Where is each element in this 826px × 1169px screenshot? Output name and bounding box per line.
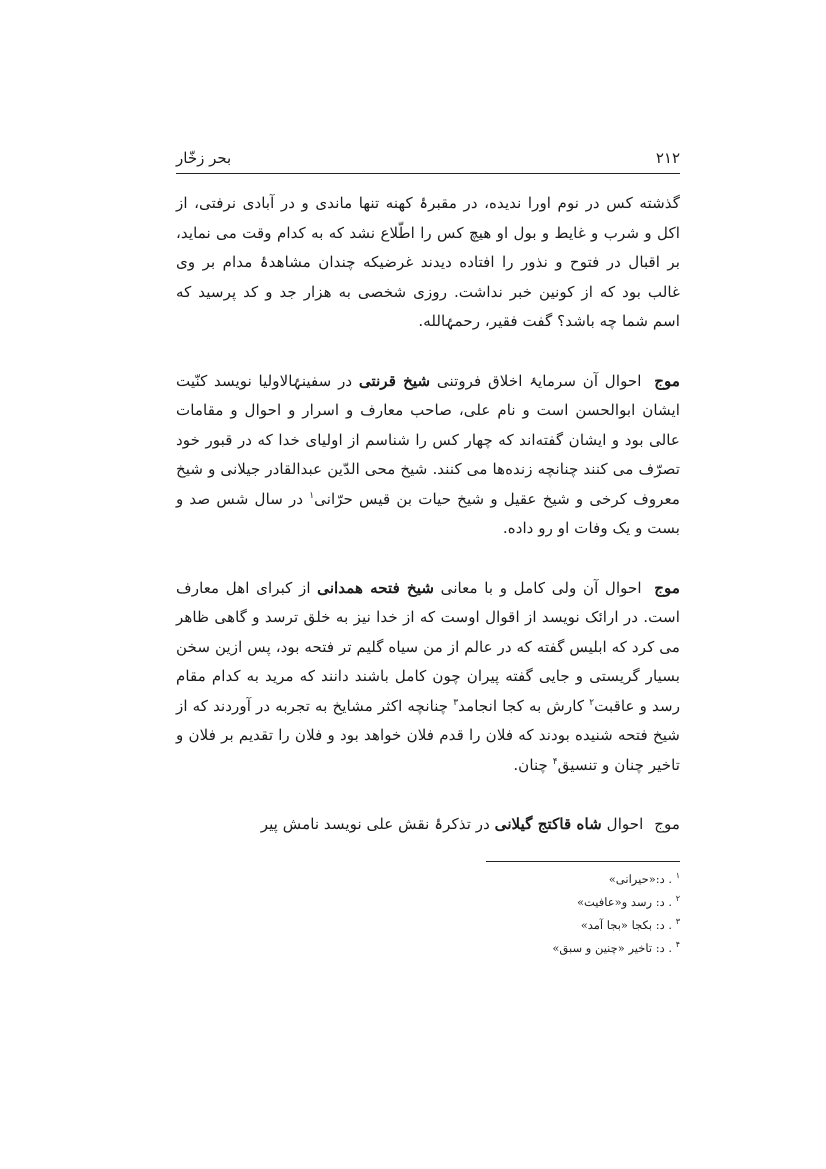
entry-lead-word: موج bbox=[654, 578, 681, 597]
footnote bbox=[486, 891, 680, 914]
paragraph-text: در سال شس صد و بست و یک وفات او رو داده. bbox=[176, 489, 680, 537]
book-title: بحر زخّار bbox=[176, 149, 232, 167]
person-name: شیخ فتحه همدانی bbox=[317, 578, 435, 597]
paragraph-sheikh-qarnati bbox=[176, 367, 680, 544]
paragraph-text: از کبرای اهل معارف است. در ارائک نویسد از اقوال اوست که از خدا نیز به خلق ترسد و گاهی ظاهر می کرد که ابلیس گفته که در عالم از من سیاه گلیم تر فتحه بود، پس ازین سخن بسیار گریستی و جایی گفته پیران چون کامل باشند دانند که مرید به کدام مقام رسد و عاقبت bbox=[176, 578, 681, 715]
entry-lead-word: موج bbox=[654, 371, 680, 390]
paragraph-text: گذشته کس در نوم اورا ندیده، در مقبرۂ کهنه تنها ماندی و در آبادی نرفتی، از اکل و شرب و غایط و بول او هیچ کس را اطّلاع نشد که به کدام وقت می نماید، بر اقبال در فتوح و نذور را افتاده دیدند غرضیکه چندان مشاهدۂ مدام بر وی غالب بود که از کونین خبر نداشت. روزی شخصی به هزار جد و کد پرسید که اسم شما چه باشد؟ گفت فقیر، رحمۂالله. bbox=[176, 194, 680, 330]
footnote-number: ۳ bbox=[675, 917, 680, 927]
paragraph-text: در سفینۂالاولیا نویسد کنّیت ایشان ابوالحسن است و نام علی، صاحب معارف و اسرار و احوال و مقامات عالی بود و ایشان گفته‌اند که چهار کس را شناسم از اولیای خدا که در قبور خود تصرّف می کنند چنانچه زنده‌ها می کنند. شیخ محی الدّین عبدالقادر جیلانی و شیخ معروف کرخی و شیخ عقیل و شیخ حیات بن قیس حرّانی bbox=[176, 371, 680, 508]
footnote-ref: ۴ bbox=[552, 756, 558, 767]
running-header bbox=[176, 147, 680, 174]
footnote bbox=[486, 937, 680, 960]
footnote-number: ۴ bbox=[675, 940, 680, 950]
paragraph-text: در تذکرۂ نقش علی نویسد نامش پیر bbox=[260, 815, 490, 833]
footnote-number: ۱ bbox=[675, 871, 680, 881]
footnote bbox=[486, 914, 680, 937]
footnote-text: . د:«حیرانی» bbox=[608, 872, 673, 886]
page-number: ۲۱۲ bbox=[655, 149, 680, 167]
paragraph-text: چنان. bbox=[513, 755, 548, 774]
paragraph-shah-gilani bbox=[176, 810, 680, 840]
footnote-ref: ۱ bbox=[309, 490, 315, 501]
footnote bbox=[486, 868, 680, 891]
footnote-ref: ۲ bbox=[589, 697, 595, 708]
paragraph-sheikh-fatha-hamadani bbox=[176, 574, 680, 781]
person-name: شیخ قرنتی bbox=[358, 371, 431, 390]
paragraph-text: احوال bbox=[606, 815, 644, 833]
footnote-text: . د: رسد و«عافیت» bbox=[576, 895, 673, 909]
footnotes bbox=[486, 868, 680, 960]
entry-lead-word: موج bbox=[654, 815, 680, 833]
paragraph-text: چنانچه اکثر مشایخ به تجربه در آوردند که از شیخ فتحه شنیده بودند که فلان را قدم فلان خواهد بود و فلان را تقدیم بر فلان و تاخیر چنان و تنسیق bbox=[176, 696, 680, 774]
footnote-text: . د: بکجا «بجا آمد» bbox=[580, 918, 673, 932]
footnote-separator bbox=[486, 861, 680, 862]
footnote-text: . د: تاخیر «چنین و سبق» bbox=[552, 941, 673, 955]
paragraph-text: احوال آن سرمایۂ اخلاق فروتنی bbox=[436, 371, 642, 390]
paragraph-text: کارش به کجا انجامد bbox=[458, 696, 585, 715]
person-name: شاه قاکتج گیلانی bbox=[494, 815, 602, 833]
footnote-number: ۲ bbox=[675, 894, 680, 904]
paragraph-text: احوال آن ولی کامل و با معانی bbox=[440, 578, 642, 597]
main-text bbox=[176, 189, 680, 840]
paragraph-continuation bbox=[176, 189, 680, 337]
footnote-ref: ۳ bbox=[453, 697, 459, 708]
